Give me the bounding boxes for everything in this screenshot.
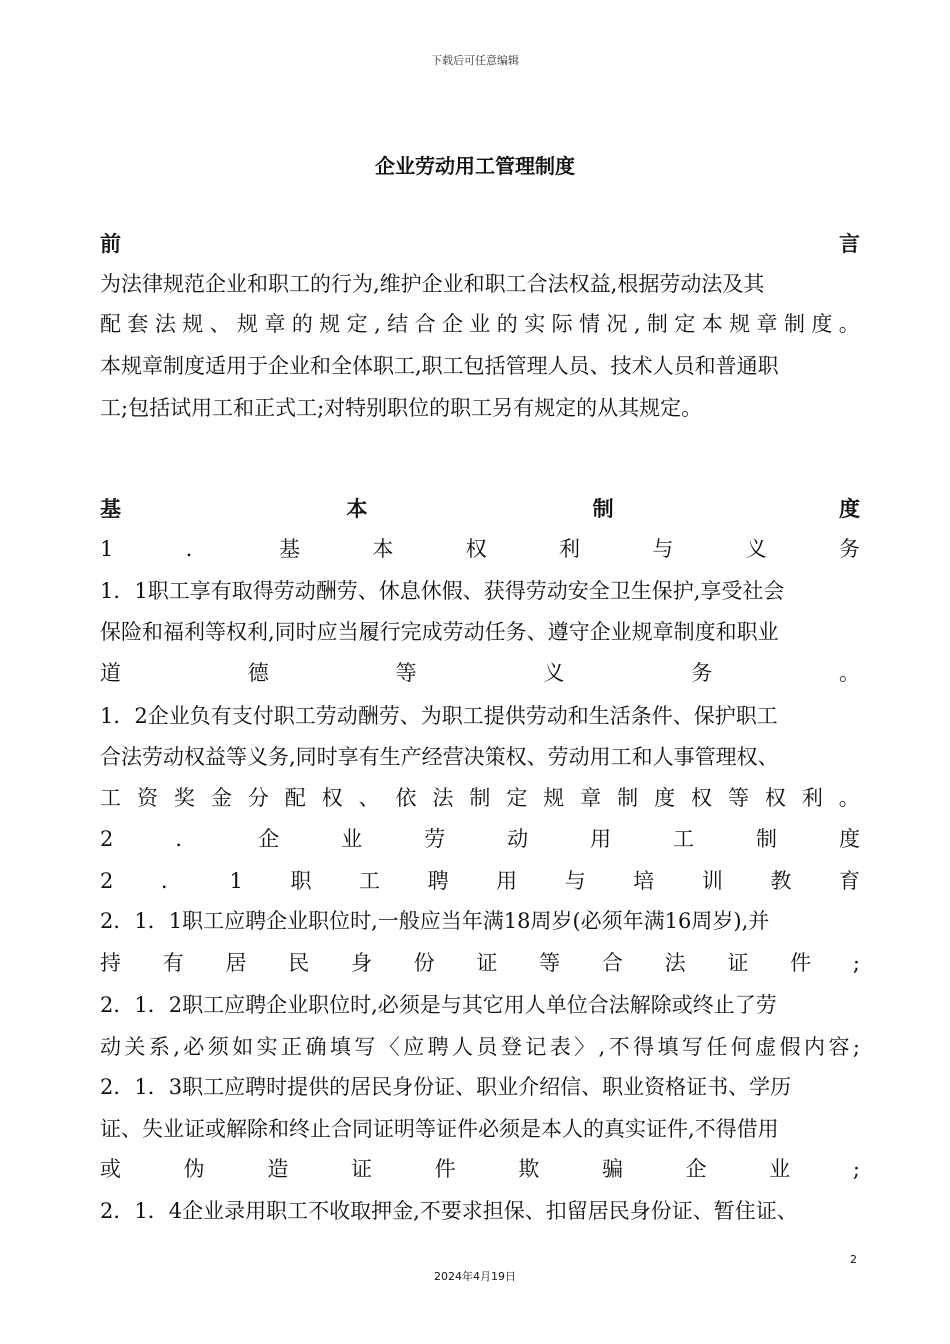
line-char: 言	[839, 232, 860, 256]
text-line	[100, 529, 860, 569]
line-char: 工	[359, 869, 380, 893]
line-char: 写	[681, 1035, 703, 1059]
line-char: 本	[372, 537, 394, 561]
line-char: 证	[350, 1157, 372, 1181]
line-char: 2	[100, 869, 114, 893]
line-char: 制	[592, 497, 614, 521]
line-char: 基	[100, 497, 121, 521]
line-char: 份	[413, 951, 435, 975]
line-char: 章	[580, 786, 602, 810]
line-char: 等	[727, 786, 749, 810]
line-char: 金	[210, 786, 232, 810]
line-char: 德	[247, 661, 269, 685]
line-char: 证	[476, 951, 498, 975]
text-line: 2．1．2职工应聘企业职位时,必须是与其它用人单位合法解除或终止了劳	[100, 993, 777, 1017]
line-char: 持	[100, 951, 121, 975]
text-line: 合法劳动权益等义务,同时享有生产经营决策权、劳动用工和人事管理权、	[100, 745, 779, 769]
line-char: 训	[701, 869, 723, 893]
line-char: 欺	[518, 1157, 540, 1181]
line-char: 聘	[427, 869, 449, 893]
text-line	[100, 489, 860, 529]
line-char: 骗	[601, 1157, 623, 1181]
line-char: ．	[185, 537, 207, 561]
text-line	[100, 1149, 860, 1189]
line-char: 证	[727, 951, 749, 975]
line-char: 务	[839, 537, 860, 561]
text-line	[100, 943, 860, 983]
line-char: 或	[100, 1157, 121, 1181]
line-char: 本	[701, 312, 723, 336]
line-char: 制	[646, 312, 668, 336]
page-header: 下载后可任意编辑	[431, 54, 519, 67]
line-char: 正	[281, 1035, 303, 1059]
line-char: 配	[284, 786, 306, 810]
line-char: 身	[350, 951, 372, 975]
text-line: 2．1．3职工应聘时提供的居民身份证、职业介绍信、职业资格证书、学历	[100, 1075, 792, 1099]
line-char: 人	[452, 1035, 474, 1059]
line-char: 等	[395, 661, 417, 685]
line-char: 任	[706, 1035, 728, 1059]
text-line: 保险和福利等权利,同时应当履行完成劳动任务、遵守企业规章制度和职业	[100, 620, 779, 644]
line-char: 教	[770, 869, 792, 893]
line-char: 本	[346, 497, 368, 521]
line-char: 记	[525, 1035, 547, 1059]
line-char: 2	[100, 827, 114, 851]
line-char: 聘	[427, 1035, 449, 1059]
line-char: 〉	[574, 1035, 596, 1059]
line-char: 必	[183, 1035, 205, 1059]
line-char: 等	[539, 951, 561, 975]
line-char: 填	[329, 1035, 351, 1059]
line-char: 情	[579, 312, 600, 336]
line-char: 确	[305, 1035, 327, 1059]
line-char: 义	[745, 537, 767, 561]
line-char: 内	[804, 1035, 826, 1059]
line-char: 基	[279, 537, 301, 561]
line-char: 。	[838, 312, 860, 336]
line-char: 规	[729, 312, 751, 336]
line-char: 度	[838, 497, 860, 521]
line-char: ,	[173, 1035, 180, 1059]
line-char: 工	[673, 827, 695, 851]
line-char: ,	[598, 1035, 606, 1059]
line-char: ;	[852, 1035, 860, 1059]
line-char: 写	[354, 1035, 376, 1059]
line-char: 件	[790, 951, 812, 975]
line-char: 定	[346, 312, 368, 336]
line-char: 劳	[424, 827, 446, 851]
line-char: 如	[232, 1035, 254, 1059]
text-line	[100, 430, 860, 470]
text-line	[100, 861, 860, 901]
line-char: 。	[838, 661, 860, 685]
line-char: ．	[160, 869, 182, 893]
text-line	[100, 778, 860, 818]
text-line	[100, 304, 860, 344]
line-char: 分	[247, 786, 269, 810]
line-char: 育	[838, 869, 860, 893]
line-char: 的	[496, 312, 518, 336]
line-char: 〈	[378, 1035, 400, 1059]
line-char: 制	[617, 786, 639, 810]
line-char: 应	[403, 1035, 425, 1059]
text-line	[100, 819, 860, 859]
line-char: 业	[769, 1157, 791, 1181]
line-char: 、	[358, 786, 380, 810]
line-char: 度	[838, 827, 860, 851]
text-line: 2．1．1职工应聘企业职位时,一般应当年满18周岁(必须年满16周岁),并	[100, 909, 770, 933]
line-char: 企	[258, 827, 280, 851]
line-char: 际	[551, 312, 573, 336]
line-char: 与	[652, 537, 674, 561]
document-title: 企业劳动用工管理制度	[375, 154, 575, 178]
page-number: 2	[850, 1253, 857, 1266]
line-char: 结	[387, 312, 409, 336]
line-char: 有	[162, 951, 184, 975]
line-char: 实	[524, 312, 546, 336]
line-char: 用	[496, 869, 518, 893]
line-char: 权	[321, 786, 343, 810]
line-char: 动	[507, 827, 529, 851]
line-char: 何	[730, 1035, 752, 1059]
line-char: 企	[441, 312, 463, 336]
text-line: 本规章制度适用于企业和全体职工,职工包括管理人员、技术人员和普通职	[100, 354, 779, 378]
line-char: 系	[148, 1035, 170, 1059]
line-char: 规	[319, 312, 341, 336]
line-char: 权	[764, 786, 786, 810]
line-char: 须	[207, 1035, 229, 1059]
line-char: 合	[414, 312, 436, 336]
line-char: 况	[606, 312, 628, 336]
line-char: ;	[852, 951, 860, 975]
text-line: 1．2企业负有支付职工劳动酬劳、为职工提供劳动和生活条件、保护职工	[100, 704, 778, 728]
line-char: 章	[756, 312, 778, 336]
line-char: 得	[633, 1035, 655, 1059]
line-char: 利	[801, 786, 823, 810]
line-char: 业	[341, 827, 363, 851]
footer-date: 2024年4月19日	[434, 1270, 516, 1283]
text-line: 1．1职工享有取得劳动酬劳、休息休假、获得劳动安全卫生保护,享受社会	[100, 579, 785, 603]
line-char: 奖	[173, 786, 195, 810]
line-char: 道	[100, 661, 121, 685]
line-char: 法	[154, 312, 176, 336]
line-char: 规	[182, 312, 204, 336]
line-char: 业	[469, 312, 491, 336]
line-char: 度	[654, 786, 676, 810]
line-char: 居	[225, 951, 247, 975]
line-char: ,	[374, 312, 381, 336]
line-char: 度	[811, 312, 833, 336]
line-char: 权	[691, 786, 712, 810]
line-char: 、	[209, 312, 231, 336]
line-char: 1	[100, 537, 114, 561]
line-char: 务	[691, 661, 713, 685]
line-char: 定	[506, 786, 528, 810]
text-line: 工;包括试用工和正式工;对特别职位的职工另有规定的从其规定。	[100, 396, 703, 420]
line-char: 职	[290, 869, 312, 893]
line-char: 义	[543, 661, 565, 685]
line-char: 培	[633, 869, 655, 893]
line-char: ,	[633, 312, 641, 336]
line-char: 合	[601, 951, 623, 975]
line-char: 不	[608, 1035, 630, 1059]
line-char: 企	[685, 1157, 707, 1181]
line-char: 的	[291, 312, 313, 336]
line-char: 实	[256, 1035, 278, 1059]
line-char: 资	[136, 786, 158, 810]
line-char: 件	[434, 1157, 456, 1181]
line-char: 假	[779, 1035, 801, 1059]
line-char: 制	[756, 827, 777, 851]
line-char: 法	[432, 786, 454, 810]
line-char: 容	[828, 1035, 850, 1059]
line-char: 表	[549, 1035, 571, 1059]
line-char: 章	[264, 312, 286, 336]
line-char: 配	[100, 312, 121, 336]
line-char: 套	[127, 312, 149, 336]
line-char: ．	[175, 827, 197, 851]
line-char: 1	[229, 869, 243, 893]
text-line: 为法律规范企业和职工的行为,维护企业和职工合法权益,根据劳动法及其	[100, 272, 765, 296]
line-char: 法	[664, 951, 686, 975]
line-char: 制	[469, 786, 491, 810]
line-char: 规	[237, 312, 259, 336]
line-char: 定	[674, 312, 696, 336]
line-char: 前	[100, 232, 121, 256]
line-char: 造	[267, 1157, 289, 1181]
text-line	[100, 1027, 860, 1067]
line-char: 与	[564, 869, 586, 893]
line-char: 填	[657, 1035, 679, 1059]
text-line: 证、失业证或解除和终止合同证明等证件必须是本人的真实证件,不得借用	[100, 1117, 779, 1141]
text-line: 2．1．4企业录用职工不收取押金,不要求担保、扣留居民身份证、暂住证、	[100, 1199, 798, 1223]
text-line	[100, 653, 860, 693]
line-char: 。	[838, 786, 860, 810]
line-char: 员	[476, 1035, 498, 1059]
line-char: 规	[543, 786, 565, 810]
line-char: 动	[100, 1035, 121, 1059]
line-char: 虚	[755, 1035, 777, 1059]
line-char: 关	[124, 1035, 146, 1059]
line-char: 伪	[183, 1157, 205, 1181]
line-char: 民	[288, 951, 310, 975]
line-char: ;	[852, 1157, 860, 1181]
line-char: 用	[590, 827, 612, 851]
line-char: 工	[100, 786, 121, 810]
line-char: 登	[500, 1035, 522, 1059]
line-char: 依	[395, 786, 417, 810]
line-char: 权	[465, 537, 487, 561]
line-char: 利	[559, 537, 581, 561]
line-char: 制	[783, 312, 805, 336]
text-line	[100, 224, 860, 264]
